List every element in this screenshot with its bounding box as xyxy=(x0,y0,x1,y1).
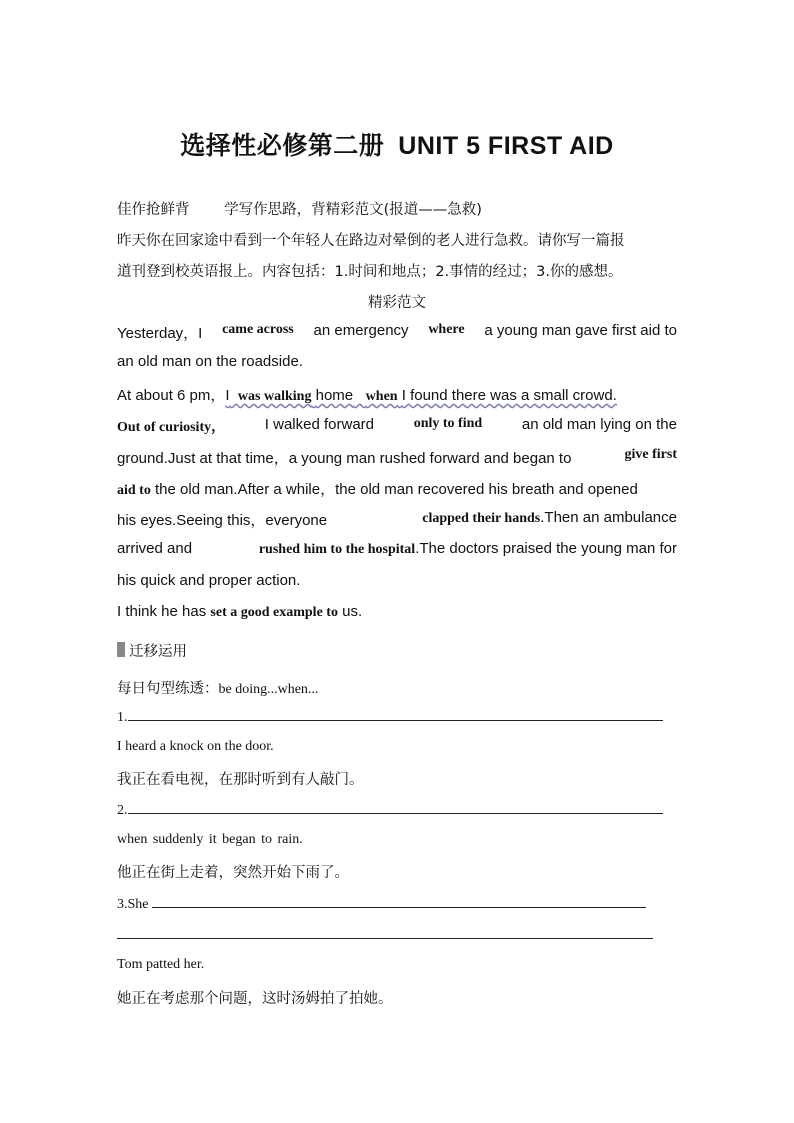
essay-phrase: was walking xyxy=(237,389,312,404)
section-marker-icon xyxy=(117,642,125,657)
essay-phrase: clapped their hands xyxy=(422,511,541,526)
essay-phrase: Out of curiosity， xyxy=(117,420,226,435)
essay-text: an emergency xyxy=(313,322,409,339)
essay-line-5 xyxy=(117,447,677,468)
question-number: 1. xyxy=(117,710,128,725)
essay-text: I think he has xyxy=(117,603,207,620)
essay-text: his eyes.Seeing this，everyone xyxy=(117,512,328,529)
essay-line-2: an old man on the roadside. xyxy=(117,353,303,370)
question-2-chinese: 他正在街上走着，突然开始下雨了。 xyxy=(117,865,349,881)
task-line-2: 道刊登到校英语报上。内容包括：1.时间和地点；2.事情的经过；3.你的感想。 xyxy=(117,264,623,280)
essay-line-10 xyxy=(117,603,677,621)
question-number: 3.She xyxy=(117,897,149,912)
essay-text: a young man gave first aid to xyxy=(484,322,677,339)
essay-text: At about 6 pm， xyxy=(117,387,226,404)
question-1-chinese: 我正在看电视，在那时听到有人敲门。 xyxy=(117,772,364,788)
essay-text: the old man.After a while，the old man recovered his breath and opened xyxy=(155,481,638,498)
essay-line-1 xyxy=(117,322,677,343)
essay-phrase: rushed him to the hospital xyxy=(258,542,416,557)
drill-label: 每日句型练透： xyxy=(117,681,219,697)
essay-line-6 xyxy=(117,478,677,499)
title-chinese: 选择性必修第二册 xyxy=(180,131,385,160)
answer-blank[interactable] xyxy=(128,708,663,721)
intro-guide: 学写作思路，背精彩范文(报道——急救) xyxy=(224,202,482,218)
essay-text: home xyxy=(315,387,354,404)
essay-text: I walked forward xyxy=(264,416,375,433)
answer-blank[interactable] xyxy=(117,926,653,939)
essay-text: ground.Just at that time，a young man rushed forward and began to xyxy=(117,450,572,467)
essay-text: .Then an ambulance xyxy=(540,509,677,526)
question-3-second-blank xyxy=(117,926,677,943)
question-2-blank-line xyxy=(117,801,677,819)
page-title xyxy=(0,126,794,162)
question-1-english: I heard a knock on the door. xyxy=(117,739,274,754)
essay-text: us. xyxy=(342,603,363,620)
question-1-blank-line xyxy=(117,708,677,726)
essay-line-3 xyxy=(117,384,677,405)
essay-phrase: only to find xyxy=(413,416,483,431)
intro-label: 佳作抢鲜背 xyxy=(117,202,190,218)
sample-heading: 精彩范文 xyxy=(368,295,426,311)
essay-phrase: came across xyxy=(222,322,294,337)
essay-text: I xyxy=(225,387,230,404)
title-english: UNIT 5 FIRST AID xyxy=(398,132,614,160)
essay-line-9: his quick and proper action. xyxy=(117,572,301,589)
question-number: 2. xyxy=(117,803,128,818)
essay-text: Yesterday，I xyxy=(117,325,203,342)
wavy-underlined-clause xyxy=(225,387,616,404)
section-heading xyxy=(117,640,677,661)
essay-text: an old man lying on the xyxy=(521,416,677,433)
essay-text: .The doctors praised the young man for xyxy=(415,540,677,557)
question-3-english: Tom patted her. xyxy=(117,957,205,972)
essay-phrase: when xyxy=(365,389,398,404)
essay-phrase: aid to xyxy=(117,483,151,498)
essay-text: I found there was a small crowd. xyxy=(401,387,617,404)
question-3-chinese: 她正在考虑那个问题，这时汤姆拍了拍她。 xyxy=(117,991,393,1007)
essay-phrase: set a good example to xyxy=(210,605,338,620)
answer-blank[interactable] xyxy=(128,801,663,814)
essay-phrase: give first xyxy=(624,447,677,462)
question-3-blank-line xyxy=(117,895,677,913)
essay-line-8 xyxy=(117,540,677,558)
drill-pattern: be doing...when... xyxy=(218,682,319,697)
essay-line-7 xyxy=(117,509,677,530)
drill-line xyxy=(117,677,677,698)
essay-text: arrived and xyxy=(117,540,193,557)
task-line-1: 昨天你在回家途中看到一个年轻人在路边对晕倒的老人进行急救。请你写一篇报 xyxy=(117,233,625,249)
intro-header xyxy=(117,198,677,219)
essay-line-4 xyxy=(117,416,677,436)
essay-phrase: where xyxy=(428,322,465,337)
section-title: 迁移运用 xyxy=(129,644,187,660)
answer-blank[interactable] xyxy=(152,895,646,908)
question-2-english: when suddenly it began to rain. xyxy=(117,832,303,847)
